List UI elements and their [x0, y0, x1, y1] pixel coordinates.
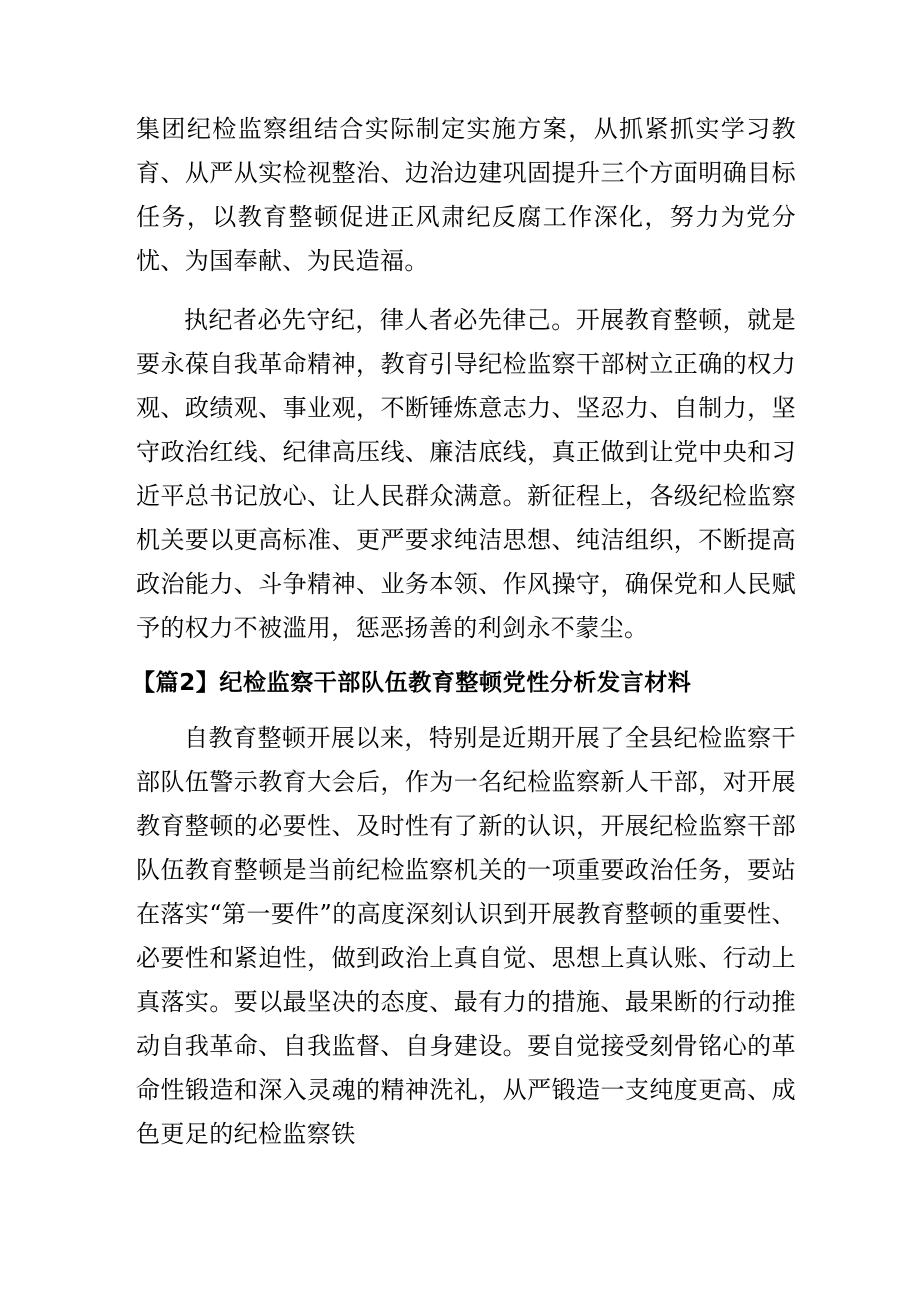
section-heading: 【篇2】纪检监察干部队伍教育整顿党性分析发言材料: [132, 670, 692, 696]
paragraph-1: 集团纪检监察组结合实际制定实施方案，从抓紧抓实学习教育、从严从实检视整治、边治边建巩固提升三个方面明确目标任务，以教育整顿促进正风肃纪反腐工作深化，努力为党分忧、为国奉献、为民造福。: [136, 115, 796, 275]
paragraph-2: 执纪者必先守纪，律人者必先律己。开展教育整顿，就是要永葆自我革命精神，教育引导纪检监察干部树立正确的权力观、政绩观、事业观，不断锤炼意志力、坚忍力、自制力，坚守政治红线、纪律高压线、廉洁底线，真正做到让党中央和习近平总书记放心、让人民群众满意。新征程上，各级纪检监察机关要以更高标准、更严要求纯洁思想、纯洁组织，不断提高政治能力、斗争精神、业务本领、作风操守，确保党和人民赋予的权力不被滥用，惩恶扬善的利剑永不蒙尘。: [136, 306, 796, 642]
paragraph-3: 自教育整顿开展以来，特别是近期开展了全县纪检监察干部队伍警示教育大会后，作为一名纪检监察新人干部，对开展教育整顿的必要性、及时性有了新的认识，开展纪检监察干部队伍教育整顿是当前纪检监察机关的一项重要政治任务，要站在落实“第一要件”的高度深刻认识到开展教育整顿的重要性、必要性和紧迫性，做到政治上真自觉、思想上真认账、行动上真落实。要以最坚决的态度、最有力的措施、最果断的行动推动自我革命、自我监督、自身建设。要自觉接受刻骨铭心的革命性锻造和深入灵魂的精神洗礼，从严锻造一支纯度更高、成色更足的纪检监察铁: [136, 724, 796, 1148]
document-body: [132, 107, 796, 1156]
